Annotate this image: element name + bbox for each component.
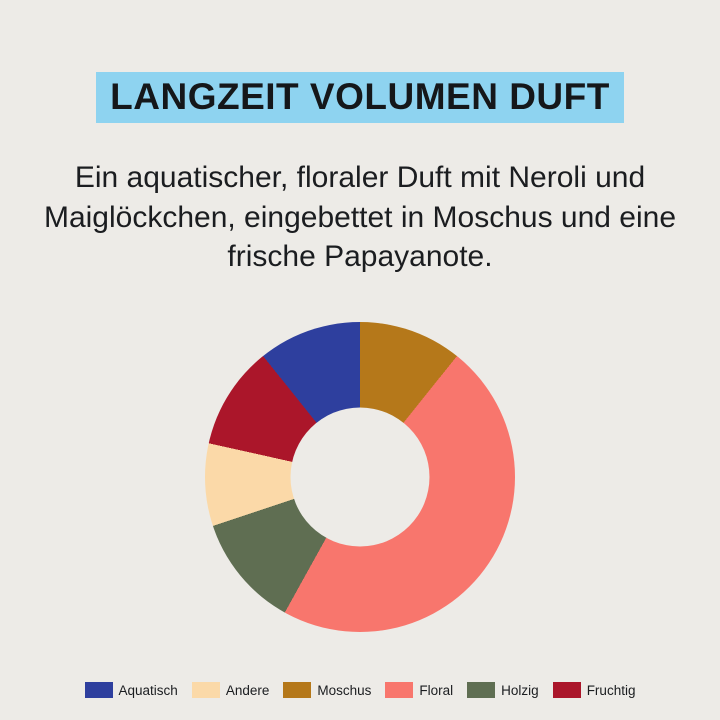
legend-swatch-icon [85, 682, 113, 698]
legend-swatch-icon [553, 682, 581, 698]
chart-legend [0, 682, 720, 698]
donut-ring [205, 322, 515, 632]
legend-label: Floral [419, 682, 454, 698]
legend-item [553, 682, 636, 698]
legend-label: Andere [225, 682, 270, 698]
legend-label: Moschus [317, 682, 372, 698]
page-title: LANGZEIT VOLUMEN DUFT [96, 72, 624, 123]
legend-swatch-icon [192, 682, 220, 698]
legend-item [85, 682, 178, 698]
legend-swatch-icon [385, 682, 413, 698]
subtitle-text: Ein aquatischer, floraler Duft mit Neroli und Maiglöckchen, eingebettet in Moschus und eine frische Papayanote. [43, 161, 677, 274]
donut-chart [0, 322, 720, 642]
legend-label: Holzig [501, 682, 539, 698]
legend-item [283, 682, 371, 698]
title-container [0, 72, 720, 123]
legend-item [385, 682, 453, 698]
legend-item [192, 682, 270, 698]
legend-label: Fruchtig [586, 682, 636, 698]
legend-swatch-icon [467, 682, 495, 698]
donut-center-hole [291, 408, 430, 547]
legend-item [467, 682, 539, 698]
legend-label: Aquatisch [118, 682, 178, 698]
legend-swatch-icon [283, 682, 311, 698]
